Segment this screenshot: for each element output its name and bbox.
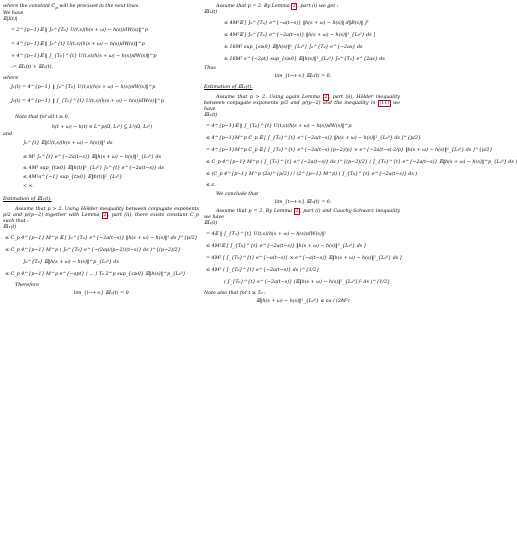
equation-4: + 4^{p−1}𝔼 ‖ ∫_{T₀}^{t} U(t,s)(h(s + ω) − h(s))dW(s)‖^p xyxy=(11,53,157,59)
right-ineq-2: ≤ 4M²𝔼 [ ∫₀^{T₀} e^{−2a(t−s)} ‖h(s + ω) − h(s)‖²_{L₂⁰} ds ] xyxy=(224,33,376,38)
bound-1: ≤ C_p 4^{p−1} M^p 𝔼 [ ∫₀^{T₀} e^{−2a(t−s)} ‖h(s + ω) − h(s)‖² ds ]^{p/2} xyxy=(5,235,198,241)
c-ineq-6: ≤ ε. xyxy=(206,183,216,188)
right-ineq-3: ≤ 16M² sup_{s≥0} 𝔼‖h(s)‖²_{L₂⁰} ∫₀^{T₀} e^{−2as} ds xyxy=(224,45,363,50)
d-ineq-2: ≤ 4M²𝔼 [ ∫_{T₀}^{t} e^{−2a(t−s)} ‖h(s + ω) − h(s)‖²_{L₂⁰} ds ] xyxy=(206,244,366,249)
ineq-3: ≤ 4M²a^{−1} sup_{t≥0} 𝔼‖h(t)‖²_{L₂⁰} xyxy=(23,174,123,180)
c-ineq-3: = 4^{p−1}M^p C_p 𝔼 [ ∫_{T₀}^{t} e^{−2a(t−s)·(p−2)/p} × e^{−2a(t−s)·2/p} ‖h(s + ω) − h(s)‖²_{L₂⁰} ds ]^{p/2} xyxy=(206,148,493,153)
intro-rest: will be precised in the next lines. xyxy=(57,4,140,9)
right-column xyxy=(204,4,517,306)
right-e-i: 𝔼I₁(t) xyxy=(204,10,218,15)
limit-thus: lim_{t→+∞} 𝔼I₁(t) = 0. xyxy=(274,74,332,79)
therefore-label: Therefore xyxy=(15,282,40,288)
e-i1-label: 𝔼I₁(t) xyxy=(3,224,17,230)
c-ineq-4: ≤ C_p 4^{p−1} M^p ( ∫_{T₀}^{t} e^{−2a(t−s)} ds )^{(p−2)/2} ( ∫_{T₀}^{t} e^{−2a(t−s)} 𝔼‖h(s + ω) − h(s)‖^p_{L₂⁰} ds ) xyxy=(206,160,517,165)
right-assume-p2-text: Assume that p = 2. By Lemma xyxy=(216,209,294,214)
j1-def: J₁(t) = 4^{p−1} ‖ ∫₀^{T₀} U(t,s)(h(s + ω) − h(s))dW(s)‖^p xyxy=(11,84,156,90)
note-text: Note that for all t ≥ 0, xyxy=(15,114,70,120)
we-have: We have xyxy=(3,10,24,16)
c-ineq-5: ≤ (C_p 4^{p−1} M^p (2a)^{p/2}) / (2^{p−1} M^p) ( ∫_{T₀}^{t} e^{−2a(t−s)} ds ) xyxy=(206,172,418,177)
d-ineq-3: = 4M² [ ∫_{T₀}^{t} e^{−a(t−s)} × e^{−a(t−s)} 𝔼‖h(s + ω) − h(s)‖²_{L₂⁰} ds ] xyxy=(206,256,402,261)
equation-1: = 2^{p−1}𝔼 ‖ ∫₀^{T₀} U(t,s)(h(s + ω) − h(s))dW(s)‖^p xyxy=(11,27,148,33)
left-column xyxy=(3,4,199,298)
c-ineq-1: = 4^{p−1}𝔼 ‖ ∫_{T₀}^{t} U(t,s)(h(s + ω) − h(s))dW(s)‖^p xyxy=(206,124,352,129)
right-intro-text-2: , part (i) we get : xyxy=(297,4,339,9)
d-ineq-5: ( ∫_{T₀}^{t} e^{−2a(t−s)} (𝔼‖h(s + ω) − h(s)‖²_{L₂⁰})² ds )^{1/2} xyxy=(224,280,391,285)
bound-3: ∫₀^{T₀} 𝔼‖h(s + ω) − h(s)‖^p_{L₂⁰} ds xyxy=(23,259,119,265)
j2-def: J₂(t) = 4^{p−1} ‖ ∫_{T₀}^{t} U(t,s)(h(s + ω) − h(s))dW(s)‖^p xyxy=(11,98,164,104)
right-ineq-1: ≤ 4M²𝔼 [ ∫₀^{T₀} e^{−a(t−s)} ‖h(s + ω) − h(s)‖ d‖B(s)‖ ]² xyxy=(224,21,369,26)
right-intro-text: Assume that p = 2. By Lemma xyxy=(216,4,292,9)
bound-2: ≤ C_p 4^{p−1} M^p ( ∫₀^{T₀} e^{−(2ap/(p−2))(t−s)} ds )^{(p−2)/2} xyxy=(5,247,181,253)
thus-label: Thus xyxy=(204,66,216,71)
ineq-4: < ∞. xyxy=(23,183,35,189)
right-assume-text: Assume that p > 2. Using again Lemma xyxy=(216,95,323,100)
right-assume-text-3: we have xyxy=(204,101,400,112)
estimation-2-heading: Estimation of 𝔼I₂(t). xyxy=(204,85,253,90)
right-ineq-4: ≤ 16M² e^{−2at} sup_{s≥0} 𝔼‖h(s)‖²_{L₂⁰} ∫₀^{T₀} e^{2as} ds xyxy=(224,57,385,62)
note-also-equation: 𝔼‖h(s + ω) − h(s)‖²_{L₂⁰} ≤ εa / (2M²) xyxy=(256,299,350,304)
limit-1: lim_{t→+∞} 𝔼I₁(t) = 0. xyxy=(73,290,131,296)
e-i-label: 𝔼|I(t)| xyxy=(3,16,18,22)
intro-line1: where the constant C xyxy=(3,4,56,9)
equation-5: := 𝔼I₁(t) + 𝔼I₂(t), xyxy=(11,64,54,70)
limit-2: lim_{t→+∞} 𝔼I₂(t) = 0. xyxy=(274,200,332,205)
right-assume-text-2: , part (ii), Hölder inequality between conjugate exponents p/2 and p/(p−2) and the inequality in xyxy=(204,95,400,106)
assume-text-2: , part (ii), there exists constant C_p such that : xyxy=(3,212,199,224)
assume-text: Assume that p > 2. Using Hölder inequality between conjugate exponents p/2 and p/(p−2) together with Lemma xyxy=(3,206,199,218)
intro-sub: p xyxy=(55,4,58,10)
note-equation: h(t + ω) − h(t) ∈ L^p(Ω, L₂⁰) ⊆ L²(Ω, L₂⁰) xyxy=(51,124,153,130)
ineq-1: ≤ M² ∫₀^{t} e^{−2a(t−s)} 𝔼‖h(s + ω) − h(s)‖²_{L₂⁰} ds xyxy=(23,154,162,160)
inequality-link[interactable]: (11) xyxy=(379,101,390,106)
and-label: and xyxy=(3,131,13,137)
intro-text xyxy=(3,4,199,11)
lemma-link-right[interactable]: 2 xyxy=(292,4,296,9)
lemma-link-right-2[interactable]: 2 xyxy=(324,95,328,100)
c-ineq-2: ≤ 4^{p−1}M^p C_p 𝔼 [ ∫_{T₀}^{t} e^{−2a(t−s)} ‖h(s + ω) − h(s)‖²_{L₂⁰} ds ]^{p/2} xyxy=(206,136,422,141)
assume-paragraph xyxy=(3,207,199,225)
conclude-label: We conclude that xyxy=(216,192,259,197)
right-assume-paragraph xyxy=(204,95,400,113)
lemma-link[interactable]: 2 xyxy=(103,212,107,218)
right-assume-p2-text-2: , part (i) and Cauchy-Schwarz inequality we have xyxy=(204,209,400,220)
d-ineq-1: = 4𝔼 ‖ ∫_{T₀}^{t} U(t,s)(h(s + ω) − h(s))dW(s)‖² xyxy=(206,232,327,237)
note-also-label: Note also that for t ≥ T₀ : xyxy=(204,291,266,296)
equation-3: = 4^{p−1}𝔼 ‖ ∫₀^{t} U(t,s)(h(s + ω) − h(s))dW(s)‖^p xyxy=(11,41,145,47)
lemma-link-right-3[interactable]: 2 xyxy=(295,209,299,214)
bound-4: ≤ C_p 4^{p−1} M^p e^{−apt} ( ... ) T₀ 2^p sup_{s≥0} 𝔼‖h(s)‖^p_{L₂⁰} xyxy=(5,271,186,277)
right-assume-p2 xyxy=(204,209,400,221)
right-e-i3: 𝔼I₂(t) xyxy=(204,221,218,226)
ineq-2: ≤ 4M² sup_{t≥0} 𝔼‖h(t)‖²_{L₂⁰} ∫₀^{t} e^{−2a(t−s)} ds xyxy=(23,165,164,171)
right-e-i2: 𝔼I₂(t) xyxy=(204,113,218,118)
where-label: where xyxy=(3,75,19,81)
and-equation: ∫₀^{t} 𝔼‖U(t,s)(h(s + ω) − h(s))‖² ds xyxy=(23,140,113,146)
estimation-1-heading: Estimation of 𝔼I₁(t). xyxy=(3,196,52,202)
d-ineq-4: ≤ 4M² ( ∫_{T₀}^{t} e^{−2a(t−s)} ds )^{1/2} xyxy=(206,268,320,273)
